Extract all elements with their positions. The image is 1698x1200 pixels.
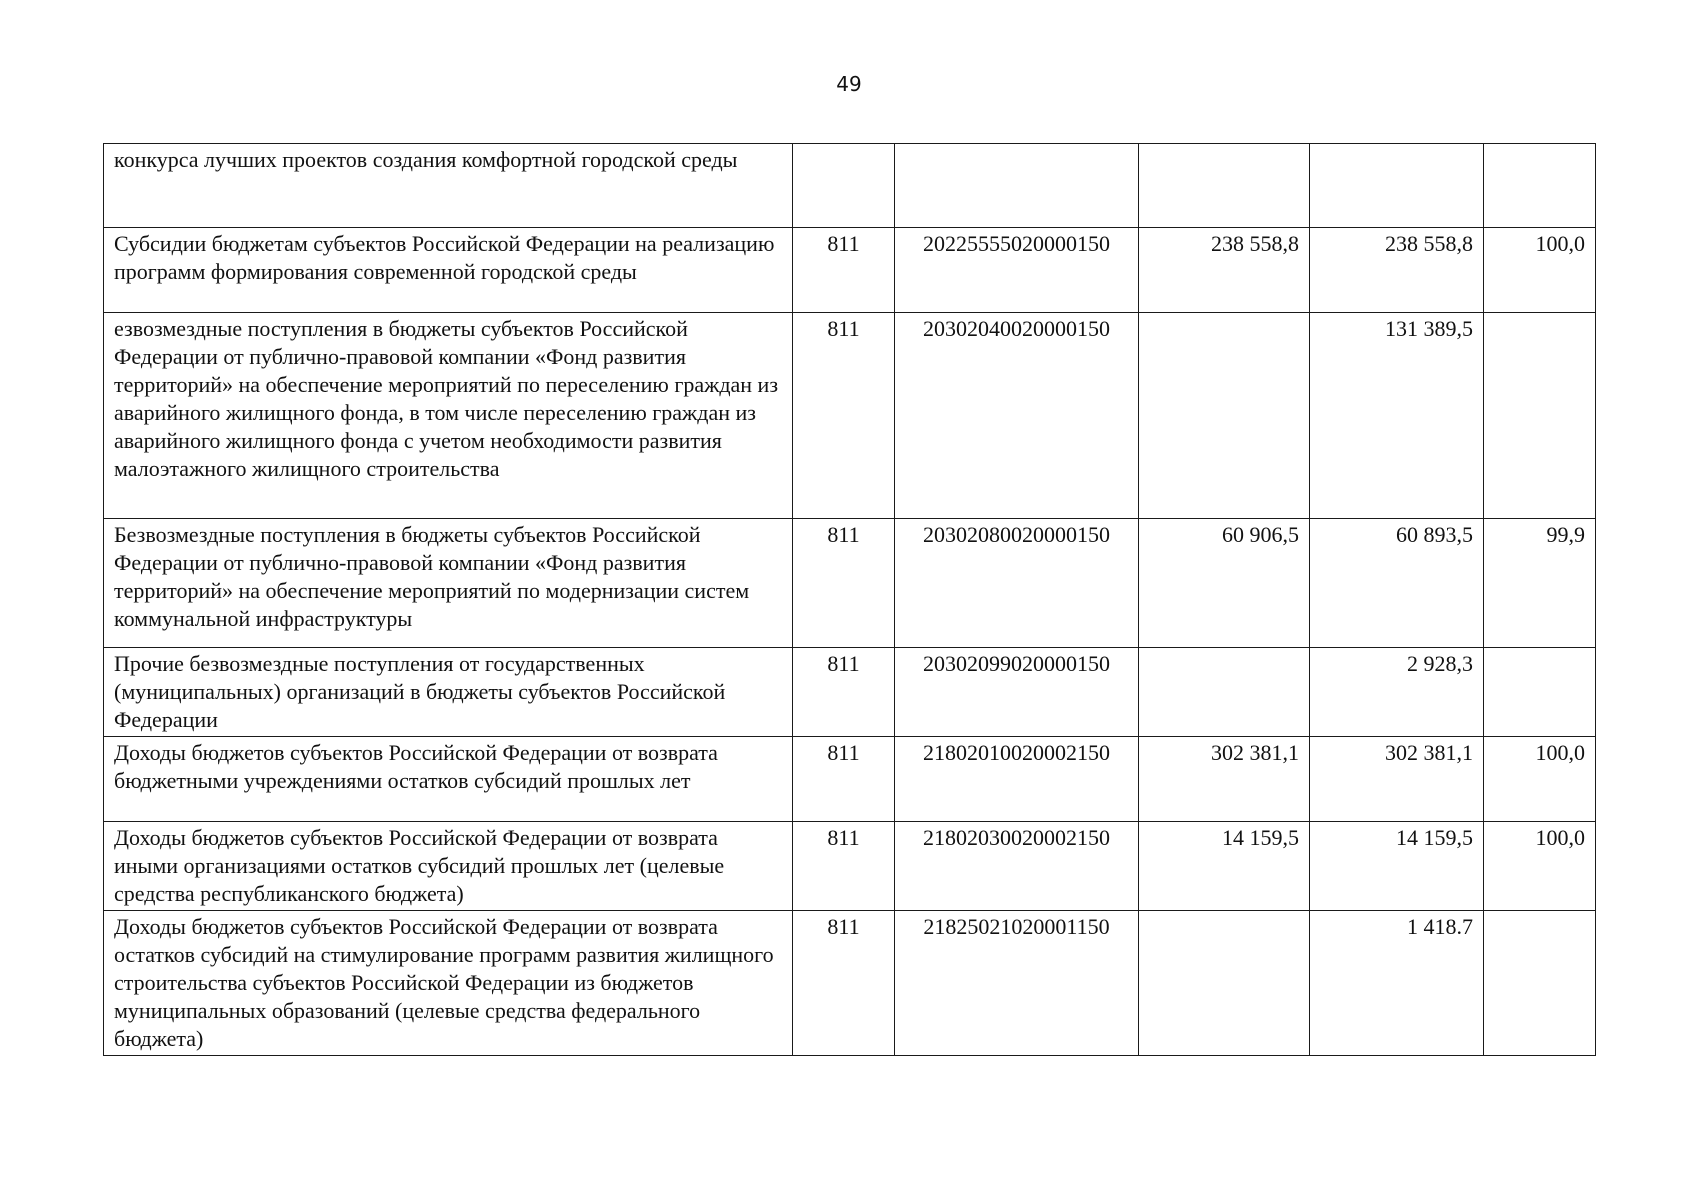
actual-amount-cell: 1 418.7 xyxy=(1310,911,1484,1056)
admin-code-cell: 811 xyxy=(793,822,895,911)
budget-code-cell: 20302099020000150 xyxy=(895,648,1139,737)
percent-cell: 100,0 xyxy=(1484,228,1596,313)
budget-code-cell xyxy=(895,144,1139,228)
budget-code-cell: 21825021020001150 xyxy=(895,911,1139,1056)
table-row xyxy=(104,911,1596,1056)
percent-cell xyxy=(1484,648,1596,737)
table-row xyxy=(104,519,1596,648)
admin-code-cell: 811 xyxy=(793,737,895,822)
admin-code-cell: 811 xyxy=(793,313,895,519)
table-row xyxy=(104,144,1596,228)
table-row xyxy=(104,228,1596,313)
budget-code-cell: 20302040020000150 xyxy=(895,313,1139,519)
actual-amount-cell xyxy=(1310,144,1484,228)
page-number: 49 xyxy=(836,72,862,96)
budget-code-cell: 20225555020000150 xyxy=(895,228,1139,313)
income-name-cell: Доходы бюджетов субъектов Российской Федерации от возврата иными организациями остатков субсидий прошлых лет (целевые средства республиканского бюджета) xyxy=(104,822,793,911)
plan-amount-cell: 14 159,5 xyxy=(1139,822,1310,911)
admin-code-cell: 811 xyxy=(793,648,895,737)
income-name-cell: Субсидии бюджетам субъектов Российской Федерации на реализацию программ формирования современной городской среды xyxy=(104,228,793,313)
budget-code-cell: 20302080020000150 xyxy=(895,519,1139,648)
income-name-cell: Прочие безвозмездные поступления от государственных (муниципальных) организаций в бюджеты субъектов Российской Федерации xyxy=(104,648,793,737)
table-row xyxy=(104,737,1596,822)
budget-code-cell: 21802010020002150 xyxy=(895,737,1139,822)
table-row xyxy=(104,648,1596,737)
actual-amount-cell: 302 381,1 xyxy=(1310,737,1484,822)
income-name-cell: Доходы бюджетов субъектов Российской Федерации от возврата бюджетными учреждениями остатков субсидий прошлых лет xyxy=(104,737,793,822)
plan-amount-cell xyxy=(1139,313,1310,519)
actual-amount-cell: 2 928,3 xyxy=(1310,648,1484,737)
percent-cell xyxy=(1484,144,1596,228)
income-name-cell: Доходы бюджетов субъектов Российской Федерации от возврата остатков субсидий на стимулирование программ развития жилищного строительства субъектов Российской Федерации из бюджетов муниципальных образований (целевые средства федерального бюджета) xyxy=(104,911,793,1056)
actual-amount-cell: 14 159,5 xyxy=(1310,822,1484,911)
actual-amount-cell: 238 558,8 xyxy=(1310,228,1484,313)
income-name-cell: конкурса лучших проектов создания комфортной городской среды xyxy=(104,144,793,228)
percent-cell xyxy=(1484,313,1596,519)
actual-amount-cell: 60 893,5 xyxy=(1310,519,1484,648)
plan-amount-cell: 60 906,5 xyxy=(1139,519,1310,648)
actual-amount-cell: 131 389,5 xyxy=(1310,313,1484,519)
percent-cell xyxy=(1484,911,1596,1056)
plan-amount-cell: 238 558,8 xyxy=(1139,228,1310,313)
admin-code-cell xyxy=(793,144,895,228)
revenue-table xyxy=(103,143,1596,1056)
percent-cell: 100,0 xyxy=(1484,822,1596,911)
admin-code-cell: 811 xyxy=(793,911,895,1056)
budget-code-cell: 21802030020002150 xyxy=(895,822,1139,911)
table-row xyxy=(104,313,1596,519)
plan-amount-cell xyxy=(1139,911,1310,1056)
plan-amount-cell xyxy=(1139,648,1310,737)
plan-amount-cell xyxy=(1139,144,1310,228)
table-row xyxy=(104,822,1596,911)
admin-code-cell: 811 xyxy=(793,519,895,648)
income-name-cell: Безвозмездные поступления в бюджеты субъектов Российской Федерации от публично-правовой компании «Фонд развития территорий» на обеспечение мероприятий по модернизации систем коммунальной инфраструктуры xyxy=(104,519,793,648)
percent-cell: 99,9 xyxy=(1484,519,1596,648)
admin-code-cell: 811 xyxy=(793,228,895,313)
plan-amount-cell: 302 381,1 xyxy=(1139,737,1310,822)
income-name-cell: езвозмездные поступления в бюджеты субъектов Российской Федерации от публично-правовой компании «Фонд развития территорий» на обеспечение мероприятий по переселению граждан из аварийного жилищного фонда, в том числе переселению граждан из аварийного жилищного фонда с учетом необходимости развития малоэтажного жилищного строительства xyxy=(104,313,793,519)
percent-cell: 100,0 xyxy=(1484,737,1596,822)
